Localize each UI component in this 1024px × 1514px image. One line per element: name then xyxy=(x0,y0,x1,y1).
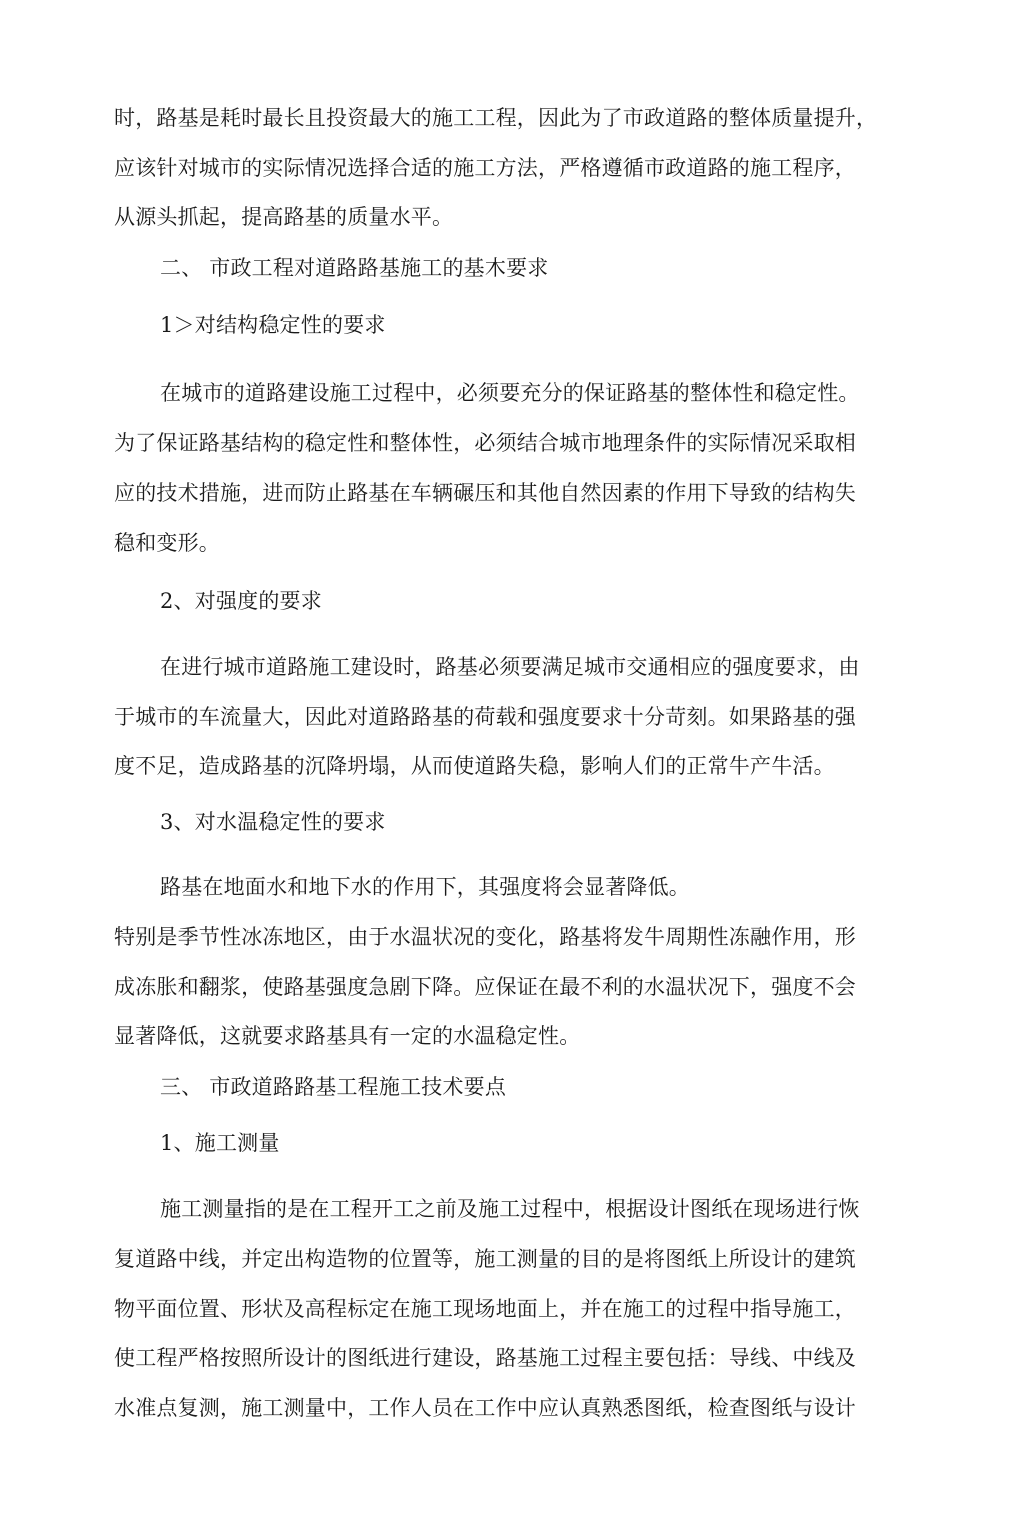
subsection-heading: 1、施工测量 xyxy=(160,1131,280,1155)
body-text-line: 路基在地面水和地下水的作用下，其强度将会显著降低。 xyxy=(160,875,690,899)
body-text-line: 应的技术措施，进而防止路基在车辆碾压和其他自然因素的作用下导致的结构失 xyxy=(114,481,856,505)
body-text-line: 度不足，造成路基的沉降坍塌，从而使道路失稳，影响人们的正常牛产牛活。 xyxy=(114,754,835,778)
body-text-line: 成冻胀和翻浆，使路基强度急剧下降。应保证在最不利的水温状况下，强度不会 xyxy=(114,975,856,999)
body-text-line: 在进行城市道路施工建设时，路基必须要满足城市交通相应的强度要求，由 xyxy=(160,655,860,679)
body-text-line: 复道路中线，并定出构造物的位置等，施工测量的目的是将图纸上所设计的建筑 xyxy=(114,1247,856,1271)
body-text-line: 应该针对城市的实际情况选择合适的施工方法，严格遵循市政道路的施工程序， xyxy=(114,156,856,180)
body-text-line: 水准点复测，施工测量中，工作人员在工作中应认真熟悉图纸，检查图纸与设计 xyxy=(114,1396,856,1420)
body-text-line: 稳和变形。 xyxy=(114,531,220,555)
body-text-line: 施工测量指的是在工程开工之前及施工过程中，根据设计图纸在现场进行恢 xyxy=(160,1197,860,1221)
body-text-line: 特别是季节性冰冻地区，由于水温状况的变化，路基将发牛周期性冻融作用，形 xyxy=(114,925,856,949)
section-heading: 三、 市政道路路基工程施工技术要点 xyxy=(160,1075,507,1099)
subsection-heading: 3、对水温稳定性的要求 xyxy=(160,810,386,834)
body-text-line: 使工程严格按照所设计的图纸进行建设，路基施工过程主要包括：导线、中线及 xyxy=(114,1346,856,1370)
body-text-line: 在城市的道路建设施工过程中，必须要充分的保证路基的整体性和稳定性。 xyxy=(160,381,860,405)
body-text-line: 时，路基是耗时最长且投资最大的施工工程，因此为了市政道路的整体质量提升， xyxy=(114,106,878,130)
body-text-line: 从源头抓起，提高路基的质量水平。 xyxy=(114,205,454,229)
body-text-line: 为了保证路基结构的稳定性和整体性，必须结合城市地理条件的实际情况采取相 xyxy=(114,431,856,455)
body-text-line: 物平面位置、形状及高程标定在施工现场地面上，并在施工的过程中指导施工， xyxy=(114,1297,856,1321)
body-text-line: 于城市的车流量大，因此对道路路基的荷载和强度要求十分苛刻。如果路基的强 xyxy=(114,705,856,729)
section-heading: 二、 市政工程对道路路基施工的基木要求 xyxy=(160,256,549,280)
subsection-heading: 1＞对结构稳定性的要求 xyxy=(160,313,386,337)
body-text-line: 显著降低，这就要求路基具有一定的水温稳定性。 xyxy=(114,1024,581,1048)
subsection-heading: 2、对强度的要求 xyxy=(160,589,322,613)
